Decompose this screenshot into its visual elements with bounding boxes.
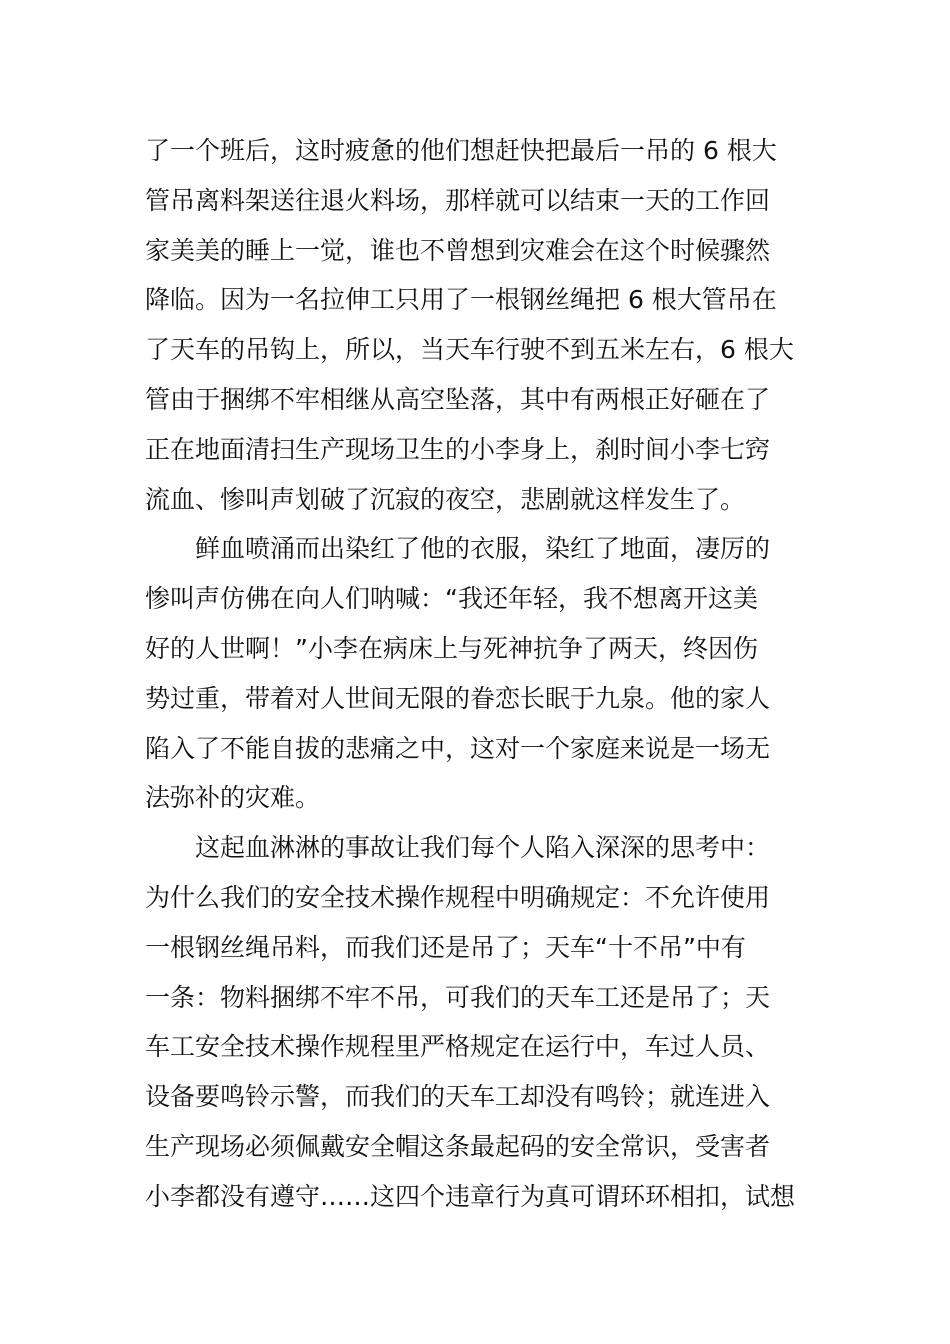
paragraph-2-line-4: 势过重，带着对人世间无限的眷恋长眠于九泉。他的家人 <box>145 683 771 713</box>
paragraph-2-line-6: 法弥补的灾难。 <box>145 783 321 813</box>
paragraph-1-line-6: 管由于捆绑不牢相继从高空坠落，其中有两根正好砸在了 <box>145 384 771 414</box>
paragraph-1-line-5: 了天车的吊钩上，所以，当天车行驶不到五米左右，6 根大 <box>145 335 794 365</box>
paragraph-3-line-8: 小李都没有遵守……这四个违章行为真可谓环环相扣，试想 <box>145 1181 796 1211</box>
paragraph-3-line-7: 生产现场必须佩戴安全帽这条最起码的安全常识，受害者 <box>145 1131 771 1161</box>
paragraph-2-line-1: 鲜血喷涌而出染红了他的衣服，染红了地面，凄厉的 <box>195 534 771 564</box>
paragraph-3-line-3: 一根钢丝绳吊料，而我们还是吊了；天车“十不吊”中有 <box>145 932 746 962</box>
paragraph-3-line-2: 为什么我们的安全技术操作规程中明确规定：不允许使用 <box>145 882 771 912</box>
paragraph-1-line-2: 管吊离料架送往退火料场，那样就可以结束一天的工作回 <box>145 185 771 215</box>
paragraph-1-line-8: 流血、惨叫声划破了沉寂的夜空，悲剧就这样发生了。 <box>145 484 746 514</box>
paragraph-1-line-1: 了一个班后，这时疲惫的他们想赶快把最后一吊的 6 根大 <box>145 136 777 165</box>
paragraph-1-line-7: 正在地面清扫生产现场卫生的小李身上，刹时间小李七窍 <box>145 434 771 464</box>
paragraph-1-line-4: 降临。因为一名拉伸工只用了一根钢丝绳把 6 根大管吊在 <box>145 285 777 315</box>
paragraph-2-line-5: 陷入了不能自拔的悲痛之中，这对一个家庭来说是一场无 <box>145 733 771 763</box>
paragraph-2-line-2: 惨叫声仿佛在向人们呐喊：“我还年轻，我不想离开这美 <box>145 584 758 614</box>
paragraph-3-line-5: 车工安全技术操作规程里严格规定在运行中，车过人员、 <box>145 1032 771 1062</box>
document-body <box>145 126 815 1222</box>
paragraph-3-line-1: 这起血淋淋的事故让我们每个人陷入深深的思考中： <box>195 833 771 863</box>
paragraph-1-line-3: 家美美的睡上一觉，谁也不曾想到灾难会在这个时候骤然 <box>145 235 771 265</box>
paragraph-3-line-4: 一条：物料捆绑不牢不吊，可我们的天车工还是吊了；天 <box>145 982 771 1012</box>
paragraph-3-line-6: 设备要鸣铃示警，而我们的天车工却没有鸣铃；就连进入 <box>145 1082 771 1112</box>
paragraph-2-line-3: 好的人世啊！”小李在病床上与死神抗争了两天，终因伤 <box>145 633 758 663</box>
